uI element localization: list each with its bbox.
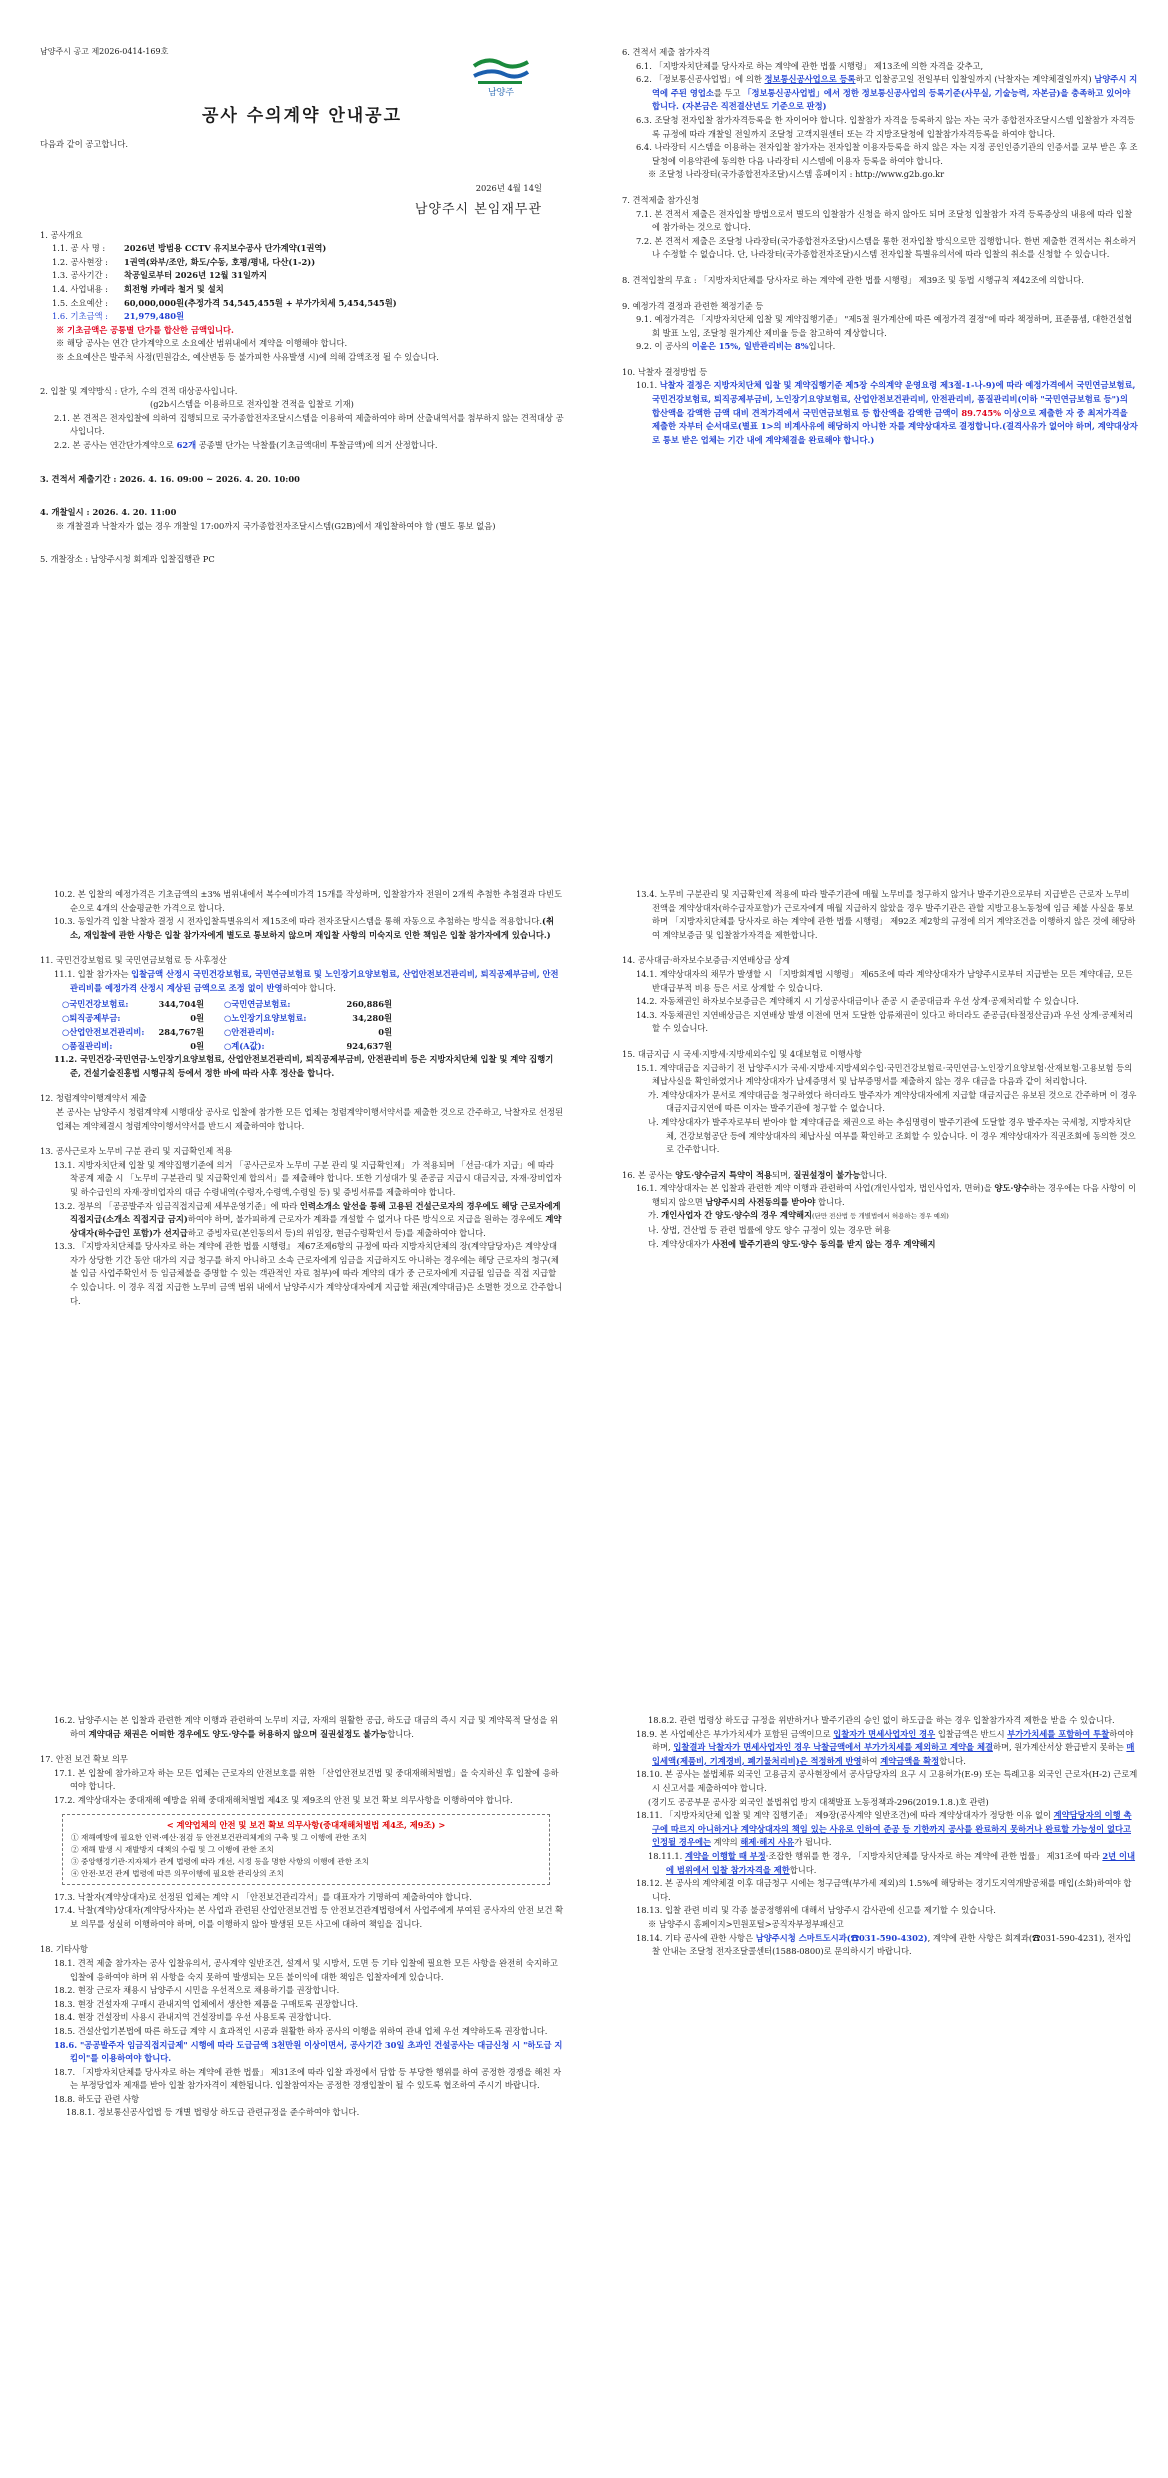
box-title: < 계약업체의 안전 및 보건 확보 의무사항(중대재해처벌법 제4조, 제9조) >	[166, 1819, 446, 1830]
page-5	[0, 1652, 584, 2478]
safety-duty-box	[62, 1814, 550, 1885]
paragraph: 18.4. 현장 건설장비 사용시 관내지역 건설장비를 우선 사용토록 권장합니다.	[54, 2012, 332, 2023]
list-item: ① 재해예방에 필요한 인력·예산·점검 등 안전보건관리체계의 구축 및 그 이행에 관한 조치	[71, 1832, 367, 1842]
note: ※ 해당 공사는 연간 단가계약으로 소요예산 범위내에서 계약을 이행해야 합니다.	[56, 338, 348, 349]
paragraph: 18.11.1. 계약을 이행할 때 부정·조잡한 행위를 한 경우, 「지방자치단체를 당사자로 하는 계약에 관한 법률」 제31조에 따라 2년 이내에 범위에서 입찰 참가자격을 제한합니다.	[648, 1850, 1136, 1875]
paragraph: 6.2. 「정보통신공사업법」에 의한 정보통신공사업으로 등록하고 입찰공고일 전일부터 입찰일까지 (낙찰자는 계약체결일까지) 남양주시 지역에 주된 영업소를 두고 「정보통신공사업법」에서 정한 정보통신공사업의 등록기준(사무실, 기술능력, 자본금)을 충족하고 있어야 합니다. (자본금은 직전결산년도 기준으로 판정)	[636, 74, 1138, 112]
section-heading: 2. 입찰 및 계약방식 : 단가, 수의 견적 대상공사입니다.	[40, 385, 238, 396]
paragraph: 6.1. 「지방자치단체를 당사자로 하는 계약에 관한 법률 시행령」 제13조에 의한 자격을 갖추고,	[636, 60, 984, 71]
page-title: 공사 수의계약 안내공고	[201, 106, 403, 126]
overview-row: 1.2. 공사현장 : 1권역(와부/조안, 화도/수동, 호평/평내, 다산(1-2))	[52, 256, 316, 267]
section-note: (g2b시스템을 이용하므로 전자입찰 견적을 입찰로 기재)	[150, 399, 354, 410]
paragraph: 14.1. 계약상대자의 채무가 발생할 시 「지방회계법 시행령」 제65조에 따라 계약상대자가 남양주시로부터 지급받는 모든 계약대금, 모든 반대급부적 비용 등은 서로 상계할 수 있습니다.	[636, 968, 1133, 993]
paragraph: 18.7. 「지방자치단체를 당사자로 하는 계약에 관한 법률」 제31조에 따라 입찰 과정에서 담합 등 부당한 행위를 하여 공정한 경쟁을 해친 자는 부정당업자 제재를 받아 입찰 참가자격이 제한됩니다. 입찰참여자는 공정한 경쟁입찰이 될 수 있도록 협조하여 주시기 바랍니다.	[54, 2066, 562, 2091]
section-heading: 5. 개찰장소 : 남양주시청 회계과 입찰집행관 PC	[40, 554, 215, 565]
section-heading: 11. 국민건강보험료 및 국민연금보험료 등 사후정산	[40, 955, 227, 966]
section-heading: 9. 예정가격 결정과 관련한 책정기준 등	[622, 300, 764, 311]
paragraph: 13.2. 정부의 「공공발주자 임금직접지급제 세부운영기준」에 따라 인력소개소 알선을 통해 고용된 건설근로자의 경우에도 해당 근로자에게 직접지급(소개소 직접지급 금지)하여야 하며, 불가피하게 근로자가 계좌를 개설할 수 없거나 다른 방식으로 지급을 원하는 경우에도 계약상대자(하수급인 포함)가 선지급하고 증빙자료(본인동의서 등)의 위임장, 현금수령확인서 등)를 제출하여야 합니다.	[54, 1200, 562, 1238]
overview-row: 1.3. 공사기간 : 착공일로부터 2026년 12월 31일까지	[52, 270, 268, 281]
svg-text:남양주: 남양주	[487, 88, 515, 98]
paragraph: 다. 계약상대자가 사전에 발주기관의 양도·양수 동의를 받지 않는 경우 계약해지	[648, 1238, 936, 1249]
overview-row-base-amount: 1.6. 기초금액 : 21,979,480원	[52, 311, 184, 322]
section-heading: 12. 청렴계약이행계약서 제출	[40, 1093, 147, 1104]
note: ※ 소요예산은 발주처 사정(민원감소, 예산변동 등 불가피한 사유발생 시)에 의해 감액조정 될 수 있습니다.	[56, 351, 439, 362]
paragraph: 18.6. "공공발주자 임금직접지급제" 시행에 따라 도급금액 3천만원 이상이면서, 공사기간 30일 초과인 건설공사는 대금신청 시 "하도급 지킴이"를 이용하여야 합니다.	[54, 2039, 563, 2064]
section-heading: 1. 공사개요	[40, 229, 83, 240]
section-heading: 17. 안전 보건 확보 의무	[40, 1754, 128, 1765]
paragraph: 13.3. 『지방자치단체를 당사자로 하는 계약에 관한 법률 시행령』 제67조제6항의 규정에 따라 지방자치단체의 장(계약담당자)은 계약상대자가 상당한 기간 동안 대가의 지급 청구를 하지 아니하고 소속 근로자에게 임금을 지급하지도 아니하는 경우에는 해당 근로자의 청구(체불 입금 사업주확인서 등 임금체불을 증명할 수 있는 객관적인 자료 첨부)에 따라 계약의 대가 중 근로자에게 지급될 임금을 직접 지급할 수 있습니다. 이 경우 직접 지급한 노무비 금액 범위 내에서 남양주시가 계약상대자에게 지급할 채권(계약대금)은 소멸한 것으로 간주합니다.	[54, 1241, 563, 1306]
overview-row: 1.5. 소요예산 : 60,000,000원(추정가격 54,545,455원 + 부가가치세 5,454,545원)	[52, 297, 397, 308]
paragraph: 10.2. 본 입찰의 예정가격은 기초금액의 ±3% 범위내에서 복수예비가격 15개를 작성하며, 입찰참가자 전원이 2개씩 추첨한 추첨결과 다빈도 순으로 4개의 산술평균한 가격으로 합니다.	[54, 889, 563, 913]
note: ※ 개찰결과 낙찰자가 없는 경우 개찰일 17:00까지 국가종합전자조달시스템(G2B)에서 재입찰하여야 함 (별도 통보 없음)	[56, 520, 496, 531]
paragraph: 18.11. 「지방자치단체 입찰 및 계약 집행기준」 제9장(공사계약 일반조건)에 따라 계약상대자가 정당한 이유 없이 계약담당자의 이행 촉구에 따르지 아니하거나 계약상대자의 책임 있는 사유로 인하여 준공 등 기한까지 공사를 완료하지 못하거나 완료할 가능성이 없다고 인정될 경우에는 계약의 해제·해지 사유가 됩니다.	[636, 1810, 1132, 1848]
paragraph: 18.13. 입찰 관련 비리 및 각종 불공정행위에 대해서 남양주시 감사관에 신고를 제기할 수 있습니다.	[636, 1905, 996, 1916]
paragraph: 7.1. 본 견적서 제출은 전자입찰 방법으로서 별도의 입찰참가 신청을 하지 않아도 되며 조달청 입찰참가 자격 등록증상의 내용에 따라 입찰에 참가하는 것으로 합니다.	[636, 208, 1133, 233]
paragraph: 7.2. 본 견적서 제출은 조달청 나라장터(국가종합전자조달)시스템을 통한 전자입찰 방식으로만 집행합니다. 한번 제출한 견적서는 취소하거나 수정할 수 없습니다. 단, 나라장터(국가종합전자조달)시스템 전자입찰 특별유의서에 따라 입찰의 취소를 신청할 수 있습니다.	[636, 235, 1137, 260]
page-3	[0, 826, 584, 1652]
paragraph: 13.1. 지방자치단체 입찰 및 계약집행기준에 의거 「공사근로자 노무비 구분 관리 및 지급확인제」 가 적용되며 「선금·대가 지급」에 따라 착공계 제출 시 「노무비 구분관리 및 지급확인제 합의서」를 제출해야 합니다. 또한 기성대가 및 준공금 지급시 대금지급, 자재·장비업자 및 하수급인의 자재·장비업자의 대금 수령내역(수령자,수령액,수령일 등) 및 증빙서류를 제출하여야 합니다.	[54, 1159, 562, 1197]
paragraph: 15.1. 계약대금을 지급하기 전 납양주시가 국세·지방세·지방세외수입·국민건강보험료·국민연금·노인장기요양보험·산재보험·고용보험 등의 체납사실을 확인하였거나 계약상대자가 납세증명서 및 납부증명서를 제출하지 않는 경우 대금을 다음과 같이 처리합니다.	[636, 1062, 1133, 1087]
paragraph: 9.2. 이 공사의 이윤은 15%, 일반관리비는 8%입니다.	[636, 341, 836, 352]
section-heading: 6. 견적서 제출 참가자격	[622, 47, 710, 57]
paragraph: 18.2. 현장 근로자 채용시 남양주시 시민을 우선적으로 채용하기를 권장합니다.	[54, 1985, 340, 1996]
note-red: ※ 기초금액은 공통별 단가를 합산한 금액입니다.	[56, 324, 234, 335]
announcement-date: 2026년 4월 14일	[475, 182, 542, 193]
list-item: ③ 중앙행정기관·지자체가 관계 법령에 따라 개선, 시정 등을 명한 사항의 이행에 관한 조치	[71, 1856, 370, 1866]
paragraph: 17.3. 낙찰자(계약상대자)로 선정된 업체는 계약 시 「안전보건관리각서」를 대표자가 기명하여 제출하여야 합니다.	[54, 1891, 472, 1902]
paragraph: 14.2. 자동채권인 하자보수보증금은 계약해지 시 기성공사대금이나 준공 시 준공대금과 우선 상계·공제처리할 수 있습니다.	[636, 996, 1079, 1007]
overview-row: 1.1. 공 사 명 : 2026년 방범용 CCTV 유지보수공사 단가계약(1권역)	[52, 243, 327, 254]
note: ※ 남양주시 홈페이지>민원포털>공직자부정부패신고	[648, 1918, 844, 1929]
paragraph: 16.1. 계약상대자는 본 입찰과 관련한 계약 이행과 관련하여 사업(개인사업자, 법인사업자, 면허)을 양도·양수하는 경우에는 다음 사항이 이행되지 않으면 남양주시의 사전동의를 받아야 합니다.	[636, 1183, 1137, 1207]
paragraph: 11.2. 국민건강·국민연금·노인장기요양보험료, 산업안전보건관리비, 퇴직공제부금비, 안전관리비 등은 지방자치단체 입찰 및 계약 집행기준, 건설기술진흥법 시행규칙 등에서 정한 바에 따라 사후 정산을 합니다.	[54, 1054, 554, 1078]
city-logo-icon	[468, 54, 534, 98]
paragraph: 14.3. 자동채권인 지연배상금은 지연배상 발생 이전에 먼저 도달한 압류채권이 있다고 하더라도 준공금(타절정산금)과 우선 상계·공제처리할 수 있습니다.	[636, 1009, 1134, 1034]
paragraph: 나. 상법, 건산법 등 관련 법률에 양도 양수 규정이 있는 경우만 허용	[648, 1225, 891, 1236]
section-heading: 8. 견적입찰의 무효 : 「지방자치단체를 당사자로 하는 계약에 관한 법률 시행령」 제39조 및 동법 시행규칙 제42조에 의합니다.	[622, 274, 1084, 285]
fee-table: ○국민건강보험료: 344,704원 ○국민연금보험료: 260,886원 ○퇴직공제부금: 0원 ○노인장기요양보험료: 34,280원 ○산업안전보건관리비: 284,767원 ○안전관리비: 0원 ○품질관리비: 0원 ○계(A값): 924,637원	[62, 999, 392, 1052]
paragraph: 18.12. 본 공사의 계약체결 이후 대금청구 시에는 청구금액(부가세 제외)의 1.5%에 해당하는 경기도지역개발공채를 매입(소화)하여야 합니다.	[636, 1878, 1132, 1902]
section-heading: 7. 견적제출 참가신청	[622, 194, 700, 205]
paragraph: 18.8.2. 관련 법령상 하도급 규정을 위반하거나 발주기관의 승인 없이 하도급을 하는 경우 입찰참가자격 제한을 받을 수 있습니다.	[648, 1715, 1115, 1725]
paragraph: 6.3. 조달청 전자입찰 참가자격등록을 한 자이어야 합니다. 입찰참가 자격을 등록하지 않는 자는 국가 종합전자조달시스템 입찰참가 자격등록 규정에 따라 개찰일 전일까지 조달청 고객지원센터 또는 각 지방조달청에 입찰참가자격등록을 하여야 합니다.	[636, 114, 1135, 139]
paragraph: 2.2. 본 공사는 연간단가계약으로 62개 공종별 단가는 낙찰률(기초금액대비 투찰금액)에 의거 산정합니다.	[54, 439, 438, 450]
list-item: ② 재해 발생 시 재발방지 대책의 수립 및 그 이행에 관한 조치	[71, 1844, 274, 1854]
paragraph: 18.9. 본 사업예산은 부가가치세가 포함된 금액이므로 입찰자가 면세사업자인 경우 입찰금액은 반드시 부가가치세를 포함하여 투찰하여야 하며, 입찰결과 낙찰자가 면세사업자인 경우 낙찰금액에서 부가가치세를 제외하고 계약을 체결하며, 원가계산서상 환급받지 못하는 매입세액(제품비, 기계경비, 폐기물처리비)은 적정하게 반영하여 계약금액을 확정합니다.	[636, 1728, 1135, 1766]
section-heading: 3. 견적서 제출기간 : 2026. 4. 16. 09:00 ~ 2026. 4. 20. 10:00	[40, 473, 300, 484]
paragraph: 17.2. 계약상대자는 중대재해 예방을 위해 중대재해처벌법 제4조 및 제9조의 안전 및 보건 확보 의무사항을 이행하여야 합니다.	[54, 1794, 513, 1805]
paragraph: 18.8.1. 정보통신공사업법 등 개별 법령상 하도급 관련규정을 준수하여야 합니다.	[66, 2107, 360, 2118]
page-6	[584, 1652, 1168, 2478]
paragraph: 가. 계약상대자가 문서로 계약대금을 청구하였다 하더라도 발주자가 계약상대자에게 지급할 대금지급은 유보된 것으로 간주하며 이 경우 대금지급지연에 따른 이자는 발주기관에 청구할 수 없습니다.	[648, 1089, 1137, 1114]
paragraph: 13.4. 노무비 구분관리 및 지급확인제 적용에 따라 발주기관에 매월 노무비를 청구하지 않거나 발주기관으로부터 지급받은 근로자 노무비 전액을 계약상대자(하수급자포함)가 근로자에게 매월 지급하지 않았을 경우 발주기관은 관할 지방고용노동청에 임금 체불 사실을 통보하며 「지방자치단체를 당사자로 하는 계약에 관한 법률 시행령」 제92조 제2항의 규정에 의거 계약조건을 이행하지 않은 것에 해당하여 계약보증금 및 입찰참가자격을 제한합니다.	[636, 889, 1136, 940]
paragraph: 가. 개인사업자 간 양도·양수의 경우 계약해지(단만 전산법 등 개별법에서 허용하는 경우 예외)	[648, 1210, 949, 1221]
note: ※ 조달청 나라장터(국가종합전자조달)시스템 홈페이지 : http://www.g2b.go.kr	[648, 169, 945, 180]
section-heading: 14. 공사대금·하자보수보증금·지연배상금 상계	[622, 955, 791, 966]
intro-text: 다음과 같이 공고합니다.	[40, 139, 129, 149]
paragraph: 17.1. 본 입찰에 참가하고자 하는 모든 업체는 근로자의 안전보호를 위한 「산업안전보건법 및 중대재해처벌법」을 숙지하신 후 입찰에 응하여야 합니다.	[54, 1767, 559, 1792]
paragraph: 나. 계약상대자가 발주자로부터 받아야 할 계약대금을 채권으로 하는 추심명령이 발주기관에 도달할 경우 발주자는 국세청, 지방자치단체, 건강보험공단 등에 계약상대자의 체납사실 여부를 확인하고 조회할 수 있습니다. 이 경우 계약상대자가 직권조회에 동의한 것으로 간주합니다.	[648, 1116, 1136, 1155]
paragraph: 10.3. 동일가격 입찰 낙찰자 결정 시 전자입찰특별유의서 제15조에 따라 전자조달시스템을 통해 자동으로 추첨하는 방식을 적용합니다.(취소, 재입찰에 관한 사항은 입찰 참가자에게 별도로 통보하지 않으며 재입찰 사항의 미숙지로 인한 책임은 입찰 참가자에게 있습니다.)	[54, 916, 554, 940]
paragraph: 18.1. 견적 제출 참가자는 공사 입찰유의서, 공사계약 일반조건, 설계서 및 시방서, 도면 등 기타 입찰에 필요한 모든 사항을 완전히 숙지하고 입찰에 응하여야 하며 위 사항을 숙지 못하여 발생되는 모든 불이익에 대한 책임은 입찰자에게 있습니다.	[54, 1957, 558, 1982]
paragraph: 18.5. 건설산업기본법에 따른 하도급 계약 시 효과적인 시공과 원활한 하자 공사의 이행을 위하여 관내 업체 우선 계약하도록 권장합니다.	[54, 2025, 548, 2036]
page-2	[584, 0, 1168, 826]
paragraph: 10.1. 낙찰자 결정은 지방자치단체 입찰 및 계약집행기준 제5장 수의계약 운영요령 제3절-1-나-9)에 따라 예정가격에서 국민연금보험료, 국민건강보험료, 퇴직공제부금비, 노인장기요양보험료, 산업안전보건관리비, 안전관리비, 품질관리비(이하 "국민연금보험료 등")의 합산액을 감액한 금액 대비 견적가격에서 국민연금보험료 등 합산액을 감액한 금액이 89.745% 이상으로 제출한 자 중 최저가격을 제출한 자부터 순서대로(별표 1>의 비계사유에 해당하지 아니한 자를 계약상대자로 결정합니다.(결격사유가 없어야 하며, 계약대상자로 통보 받은 업체는 기간 내에 계약체결을 완료해야 합니다.)	[636, 380, 1138, 445]
section-heading: 16. 본 공사는 양도·양수금지 특약이 적용되며, 질권설정이 불가능합니다.	[622, 1169, 888, 1180]
section-heading: 15. 대금지급 시 국세·지방세·지방세외수입 및 4대보험료 이행사항	[622, 1048, 862, 1059]
paragraph: 18.14. 기타 공사에 관한 사항은 남양주시청 스마트도시과(☎031-590-4302), 계약에 관한 사항은 회계과(☎031-590-4231), 전자입찰 안내는 조달청 전자조달콜센터(1588-0800)로 문의하시기 바랍니다.	[636, 1932, 1132, 1957]
section-heading: 4. 개찰일시 : 2026. 4. 20. 11:00	[40, 507, 177, 518]
paragraph: 본 공사는 남양주시 청렴계약제 시행대상 공사로 입찰에 참가한 모든 업체는 청렴계약이행서약서를 제출한 것으로 간주하고, 낙찰자로 선정된 업체는 계약체결시 청렴계약이행서약서를 반드시 제출하여야 합니다.	[56, 1106, 564, 1131]
paragraph: 6.4. 나라장터 시스템을 이용하는 전자입찰 참가자는 전자입찰 이용자등록을 하지 않은 자는 지정 공인인증기관의 인증서를 교부 받은 후 조달청에 이용약관에 동의한 다음 나라장터 시스템에 이용자 등록을 하여야 합니다.	[636, 142, 1138, 166]
issuer: 남양주시 본임재무관	[414, 201, 542, 217]
paragraph: 2.1. 본 견적은 전자입찰에 의하여 집행되므로 국가종합전자조달시스템을 이용하여 제출하여야 하며 산출내역서를 첨부하지 않는 견적대상 공사입니다.	[54, 412, 564, 437]
page-4	[584, 826, 1168, 1652]
overview-row: 1.4. 사업내용 : 회전형 카메라 철거 및 설치	[52, 283, 224, 294]
section-heading: 18. 기타사항	[40, 1944, 88, 1955]
doc-number: 남양주시 공고 제2026-0414-169호	[40, 47, 169, 56]
paragraph: 18.8. 하도급 관련 사항	[54, 2093, 140, 2104]
paragraph: 17.4. 낙찰(계약)상대자(계약당사자)는 본 사업과 관련된 산업안전보건법 등 안전보건관계법령에서 사업주에게 부여된 공사자의 안전 보건 확보 의무를 성실히 이행하여야 하며, 이를 이행하지 않아 발생된 모든 사고에 대하여 책임을 집니다.	[54, 1905, 564, 1929]
paragraph: 18.3. 현장 건설자재 구매시 관내지역 업체에서 생산한 제품을 구매토록 권장합니다.	[54, 1998, 358, 2009]
section-heading: 13. 공사근로자 노무비 구분 관리 및 지급확인제 적용	[40, 1146, 232, 1157]
paragraph: 16.2. 남양주시는 본 입찰과 관련한 계약 이행과 관련하여 노무비 지급, 자재의 원활한 공급, 하도급 대금의 즉시 지급 및 계약목적 달성을 위하여 계약대금 채권은 어떠한 경우에도 양도·양수를 허용하지 않으며 질권설정도 불가능합니다.	[54, 1715, 558, 1739]
list-item: ④ 안전·보건 관계 법령에 따른 의무이행에 필요한 관리상의 조치	[71, 1868, 284, 1878]
paragraph: 9.1. 예정가격은 「지방자치단체 입찰 및 계약집행기준」 "제5절 원가계산에 따른 예정가격 결정"에 따라 책정하며, 표준품셈, 대한건설협회 발표 노임, 조달청 원가계산 제비율 등을 참고하여 계상합니다.	[636, 314, 1133, 338]
paragraph: 11.1. 입찰 참가자는 입찰금액 산정시 국민건강보험료, 국민연금보험료 및 노인장기요양보험료, 산업안전보건관리비, 퇴직공제부금비, 안전관리비를 예정가격 산정시 계상된 금액으로 조정 없이 반영하여야 합니다.	[54, 968, 559, 993]
note: (경기도 공공부문 공사장 외국인 불법취업 방지 대책발표 노동정책과-296(2019.1.8.)호 관련)	[648, 1796, 989, 1807]
page-1	[0, 0, 584, 826]
paragraph: 18.10. 본 공사는 불법체류 외국인 고용금지 공사현장에서 공사담당자의 요구 시 고용허가(E-9) 또는 특례고용 외국인 근로자(H-2) 근로계시 신고서를 제출하여야 합니다.	[636, 1769, 1138, 1793]
section-heading: 10. 낙찰자 결정방법 등	[622, 366, 708, 377]
